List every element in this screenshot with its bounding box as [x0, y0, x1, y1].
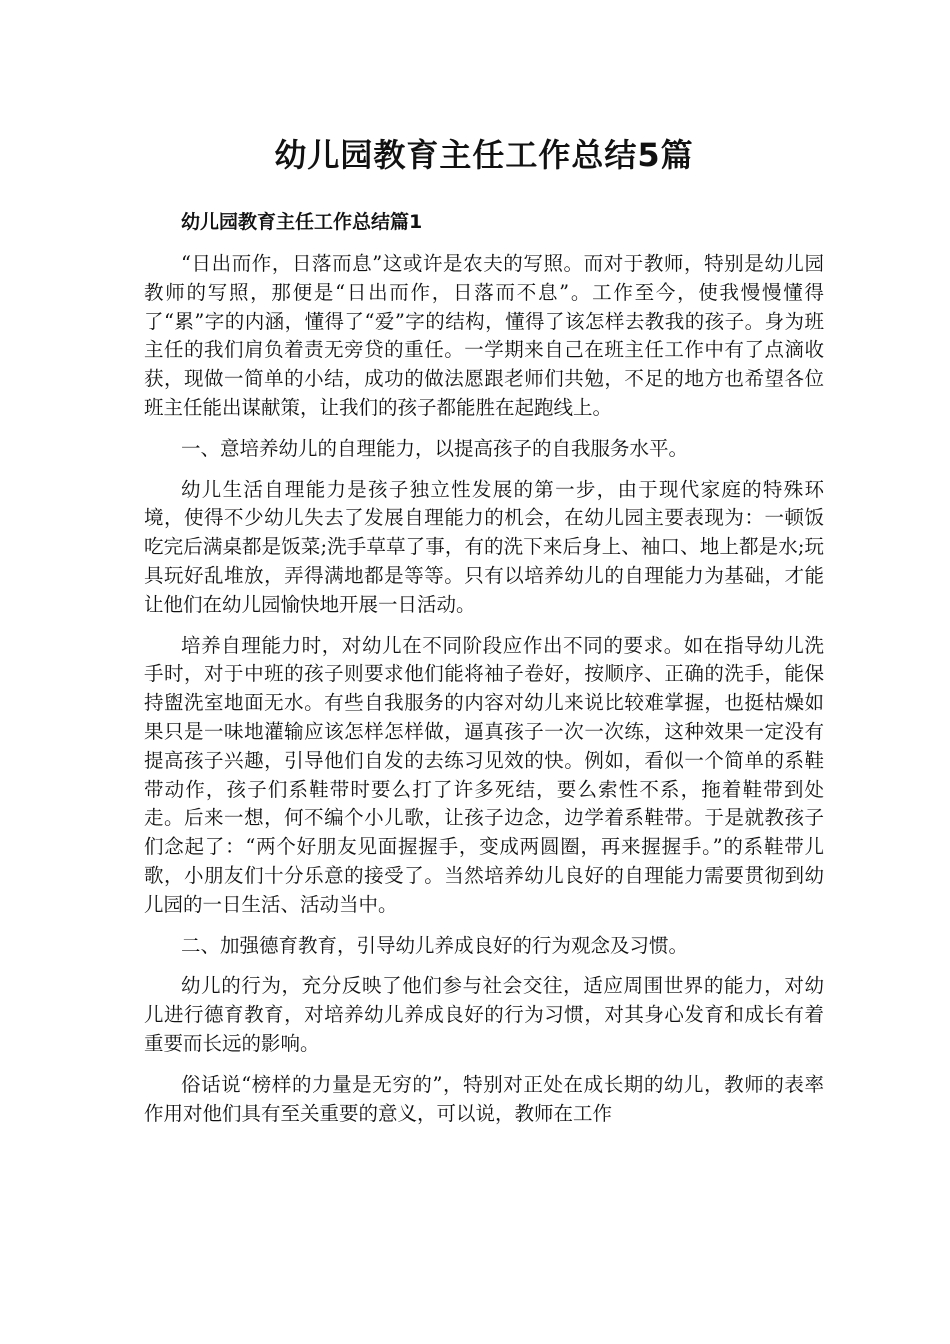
- paragraph-self-care-methods: 培养自理能力时，对幼儿在不同阶段应作出不同的要求。如在指导幼儿洗手时，对于中班的孩子则要求他们能将袖子卷好，按顺序、正确的洗手，能保持盥洗室地面无水。有些自我服务的内容对幼儿来说比较难掌握，也挺枯燥如果只是一味地灌输应该怎样怎样做，逼真孩子一次一次练，这种效果一定没有提高孩子兴趣，引导他们自发的去练习见效的快。例如，看似一个简单的系鞋带动作，孩子们系鞋带时要么打了许多死结，要么索性不系，拖着鞋带到处走。后来一想，何不编个小儿歌，让孩子边念，边学着系鞋带。于是就教孩子们念起了：“两个好朋友见面握握手，变成两圆圈，再来握握手。”的系鞋带儿歌，小朋友们十分乐意的接受了。当然培养幼儿良好的自理能力需要贯彻到幼儿园的一日生活、活动当中。: [144, 633, 824, 916]
- paragraph-intro: “日出而作，日落而息”这或许是农夫的写照。而对于教师，特别是幼儿园教师的写照，那便是“日出而作，日落而不息”。工作至今，使我慢慢懂得了“累”字的内涵，懂得了“爱”字的结构，懂得了该怎样去教我的孩子。身为班主任的我们肩负着责无旁贷的重任。一学期来自己在班主任工作中有了点滴收获，现做一简单的小结，成功的做法愿跟老师们共勉，不足的地方也希望各位班主任能出谋献策，让我们的孩子都能胜在起跑线上。: [144, 252, 824, 419]
- paragraph-point-one-heading: 一、意培养幼儿的自理能力，以提高孩子的自我服务水平。: [181, 436, 689, 460]
- paragraph-role-model: 俗话说“榜样的力量是无穷的”，特别对正处在成长期的幼儿，教师的表率作用对他们具有至关重要的意义，可以说，教师在工作: [144, 1072, 824, 1125]
- paragraph-self-care-importance: 幼儿生活自理能力是孩子独立性发展的第一步，由于现代家庭的特殊环境，使得不少幼儿失去了发展自理能力的机会，在幼儿园主要表现为：一顿饭吃完后满桌都是饭菜;洗手草草了事，有的洗下来后身上、袖口、地上都是水;玩具玩好乱堆放，弄得满地都是等等。只有以培养幼儿的自理能力为基础，才能让他们在幼儿园愉快地开展一日活动。: [144, 477, 824, 616]
- paragraph-point-two-heading: 二、加强德育教育，引导幼儿养成良好的行为观念及习惯。: [181, 933, 689, 957]
- document-page: [144, 130, 824, 1140]
- document-title: 幼儿园教育主任工作总结5篇: [274, 136, 694, 174]
- paragraph-moral-education: 幼儿的行为，充分反映了他们参与社会交往，适应周围世界的能力，对幼儿进行德育教育，对培养幼儿养成良好的行为习惯，对其身心发育和成长有着重要而长远的影响。: [144, 974, 824, 1055]
- section-heading: 幼儿园教育主任工作总结篇1: [181, 211, 423, 233]
